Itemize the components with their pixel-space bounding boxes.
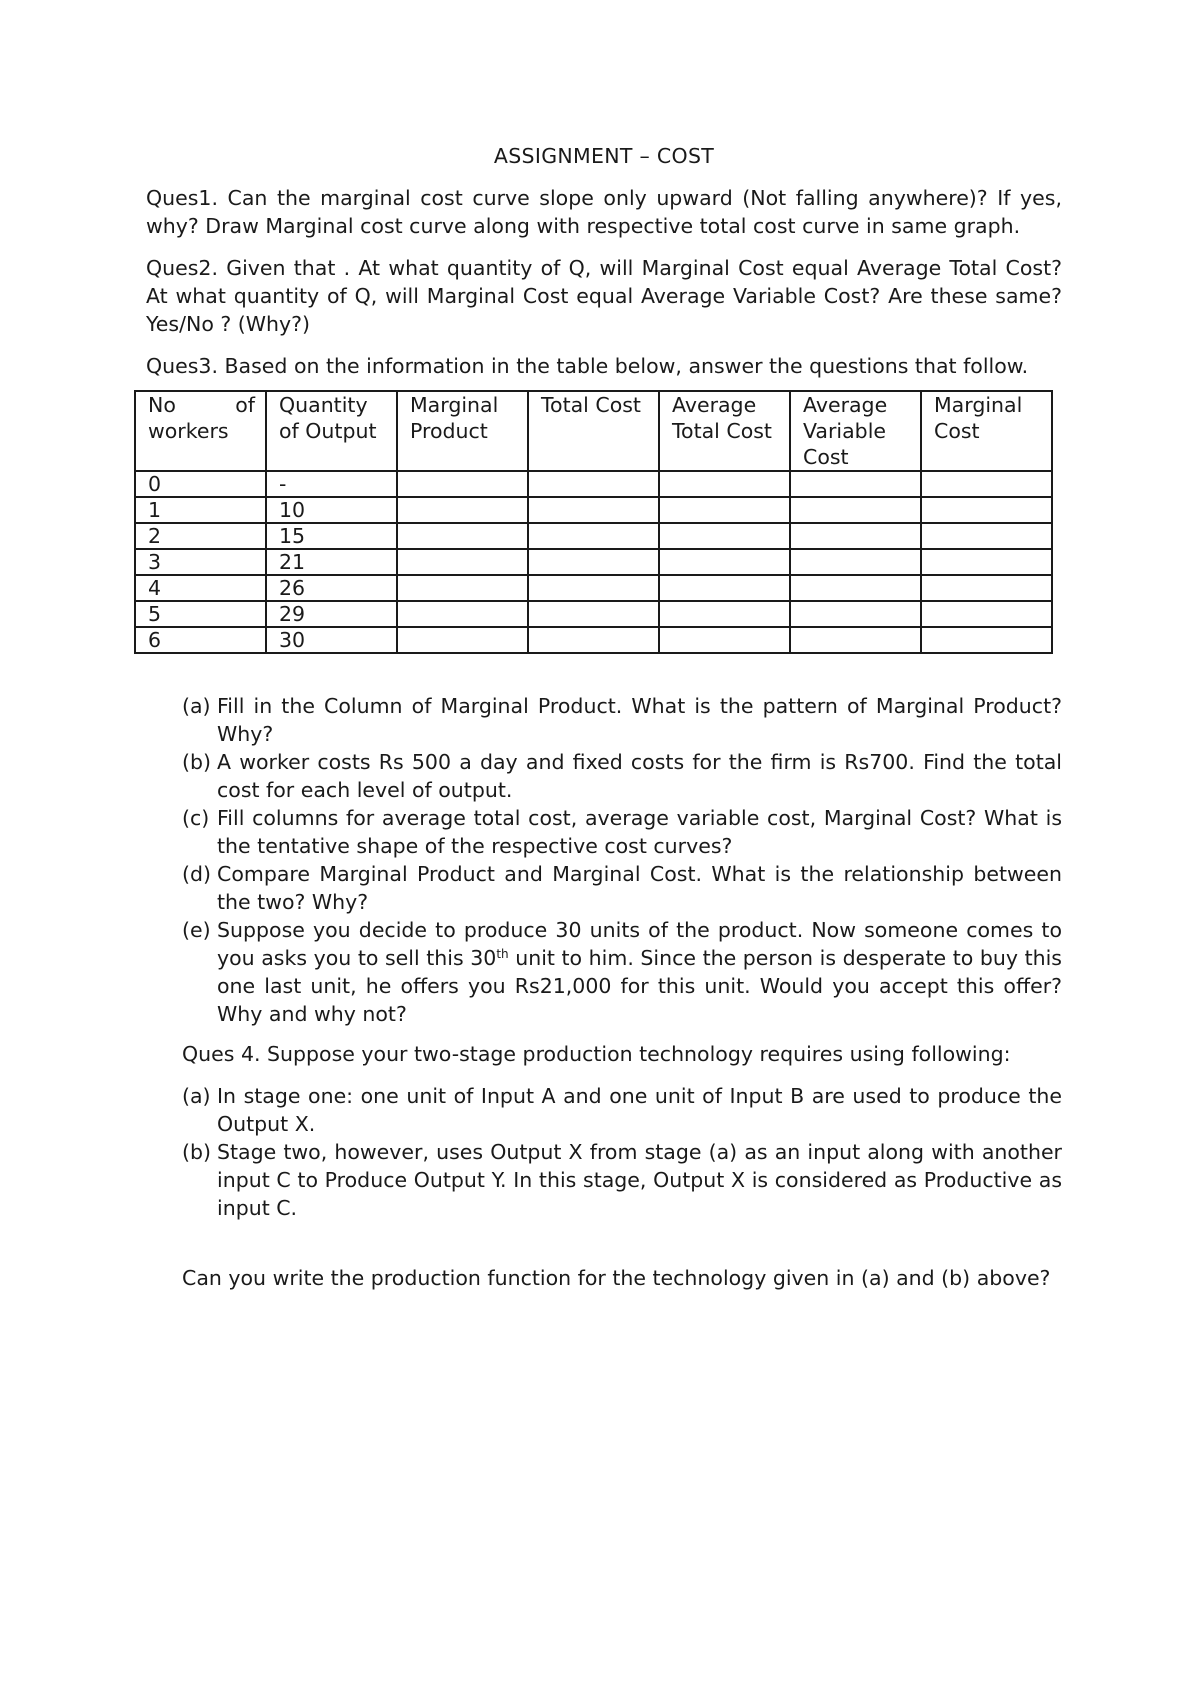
header-output: Quantity of Output bbox=[266, 391, 397, 471]
list-text: Stage two, however, uses Output X from stage (a) as an input along with another input C to Produce Output Y. In this stage, Output X is considered as Productive as input C. bbox=[217, 1140, 1062, 1220]
header-workers-label: workers bbox=[148, 419, 229, 443]
cell-empty bbox=[397, 601, 528, 627]
list-marker: (b) bbox=[182, 750, 212, 774]
question-3: Ques3. Based on the information in the table below, answer the questions that follow. bbox=[146, 354, 1029, 378]
list-item bbox=[182, 692, 1062, 748]
cell-workers: 3 bbox=[135, 549, 266, 575]
cost-table bbox=[134, 390, 1053, 654]
cell-empty bbox=[790, 549, 921, 575]
cell-empty bbox=[921, 497, 1052, 523]
table-row bbox=[135, 497, 1052, 523]
list-text: A worker costs Rs 500 a day and fixed costs for the firm is Rs700. Find the total cost for each level of output. bbox=[217, 750, 1062, 802]
table-row bbox=[135, 575, 1052, 601]
cell-output: 10 bbox=[266, 497, 397, 523]
list-marker: (b) bbox=[182, 1140, 212, 1164]
header-average-variable-cost: Average Variable Cost bbox=[790, 391, 921, 471]
cell-empty bbox=[528, 575, 659, 601]
cell-workers: 1 bbox=[135, 497, 266, 523]
header-workers-no: No bbox=[148, 393, 176, 417]
cell-empty bbox=[790, 601, 921, 627]
header-average-total-cost: Average Total Cost bbox=[659, 391, 790, 471]
list-item bbox=[182, 1138, 1062, 1222]
cell-output: 30 bbox=[266, 627, 397, 653]
list-text-before: Suppose you decide to produce 30 units of the product. Now someone comes to you asks you to sell this 30 bbox=[217, 918, 1062, 970]
cell-empty bbox=[659, 497, 790, 523]
cell-output: 29 bbox=[266, 601, 397, 627]
question-4-parts bbox=[182, 1082, 1062, 1222]
cell-output: 26 bbox=[266, 575, 397, 601]
cell-empty bbox=[528, 497, 659, 523]
cell-workers: 2 bbox=[135, 523, 266, 549]
header-workers-of: of bbox=[235, 393, 255, 417]
header-marginal-cost: Marginal Cost bbox=[921, 391, 1052, 471]
question-3-parts bbox=[182, 692, 1062, 1028]
cell-output: 21 bbox=[266, 549, 397, 575]
list-item bbox=[182, 1082, 1062, 1138]
cell-empty bbox=[659, 523, 790, 549]
cell-empty bbox=[397, 497, 528, 523]
question-1: Ques1. Can the marginal cost curve slope only upward (Not falling anywhere)? If yes, why? Draw Marginal cost curve along with respective total cost curve in same graph. bbox=[146, 186, 1062, 238]
list-text: Fill in the Column of Marginal Product. What is the pattern of Marginal Product? Why? bbox=[217, 694, 1062, 746]
cell-empty bbox=[397, 575, 528, 601]
question-4: Ques 4. Suppose your two-stage production technology requires using following: bbox=[182, 1042, 1011, 1066]
cell-empty bbox=[659, 549, 790, 575]
superscript-th: th bbox=[496, 947, 509, 961]
table-row bbox=[135, 549, 1052, 575]
cell-empty bbox=[659, 627, 790, 653]
table-row bbox=[135, 523, 1052, 549]
cell-empty bbox=[528, 549, 659, 575]
cell-empty bbox=[528, 523, 659, 549]
list-item bbox=[182, 748, 1062, 804]
header-total-cost: Total Cost bbox=[528, 391, 659, 471]
list-item bbox=[182, 860, 1062, 916]
cell-empty bbox=[397, 523, 528, 549]
table-row bbox=[135, 627, 1052, 653]
cell-empty bbox=[659, 471, 790, 497]
list-item bbox=[182, 916, 1062, 1028]
cell-empty bbox=[790, 627, 921, 653]
cell-empty bbox=[921, 471, 1052, 497]
cell-workers: 4 bbox=[135, 575, 266, 601]
cell-empty bbox=[921, 549, 1052, 575]
cell-empty bbox=[528, 471, 659, 497]
cell-empty bbox=[659, 575, 790, 601]
cell-empty bbox=[921, 575, 1052, 601]
cell-empty bbox=[921, 601, 1052, 627]
closing-question: Can you write the production function for the technology given in (a) and (b) above? bbox=[182, 1266, 1051, 1290]
header-workers bbox=[135, 391, 266, 471]
header-marginal-product: Marginal Product bbox=[397, 391, 528, 471]
list-marker: (e) bbox=[182, 918, 211, 942]
list-marker: (a) bbox=[182, 1084, 211, 1108]
cell-empty bbox=[790, 471, 921, 497]
question-2: Ques2. Given that . At what quantity of Q, will Marginal Cost equal Average Total Cost? At what quantity of Q, will Marginal Cost equal Average Variable Cost? Are these same? Yes/No ? (Why?) bbox=[146, 256, 1062, 336]
cell-empty bbox=[397, 627, 528, 653]
document-title: ASSIGNMENT – COST bbox=[493, 144, 715, 168]
list-item bbox=[182, 804, 1062, 860]
table-header-row bbox=[135, 391, 1052, 471]
cell-empty bbox=[397, 471, 528, 497]
cell-empty bbox=[659, 601, 790, 627]
cell-workers: 0 bbox=[135, 471, 266, 497]
cell-empty bbox=[790, 497, 921, 523]
list-marker: (d) bbox=[182, 862, 212, 886]
cell-empty bbox=[790, 523, 921, 549]
list-marker: (c) bbox=[182, 806, 210, 830]
cell-empty bbox=[921, 523, 1052, 549]
cell-empty bbox=[528, 601, 659, 627]
cell-empty bbox=[921, 627, 1052, 653]
list-text-after: unit to him. Since the person is desperate to buy this one last unit, he offers you Rs21,000 for this unit. Would you accept this offer? Why and why not? bbox=[217, 946, 1062, 1026]
table-row bbox=[135, 471, 1052, 497]
list-text bbox=[217, 916, 1062, 1028]
cell-output: 15 bbox=[266, 523, 397, 549]
list-text: Compare Marginal Product and Marginal Cost. What is the relationship between the two? Why? bbox=[217, 862, 1062, 914]
cell-workers: 5 bbox=[135, 601, 266, 627]
cell-empty bbox=[790, 575, 921, 601]
list-marker: (a) bbox=[182, 694, 211, 718]
list-text: In stage one: one unit of Input A and one unit of Input B are used to produce the Output X. bbox=[217, 1084, 1062, 1136]
cell-empty bbox=[528, 627, 659, 653]
cell-empty bbox=[397, 549, 528, 575]
table-row bbox=[135, 601, 1052, 627]
list-text: Fill columns for average total cost, average variable cost, Marginal Cost? What is the tentative shape of the respective cost curves? bbox=[217, 806, 1062, 858]
cell-output: - bbox=[266, 471, 397, 497]
cell-workers: 6 bbox=[135, 627, 266, 653]
